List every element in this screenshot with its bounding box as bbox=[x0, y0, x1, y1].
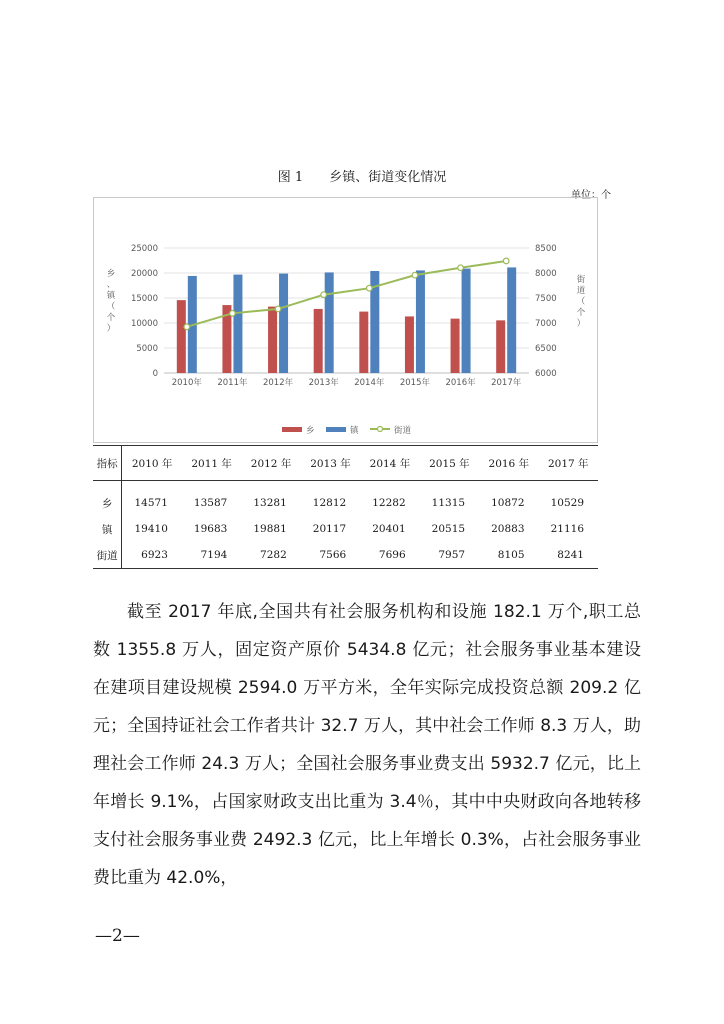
legend-label: 镇 bbox=[350, 426, 359, 436]
point-jiedao bbox=[458, 265, 464, 271]
bar-xiang bbox=[451, 319, 460, 373]
figure-title: 图 1 乡镇、街道变化情况 bbox=[277, 170, 447, 185]
point-jiedao bbox=[230, 311, 236, 317]
y-tick-label-left: 15000 bbox=[130, 294, 158, 304]
table-cell: 20883 bbox=[491, 523, 525, 535]
y-tick-label-left: 20000 bbox=[130, 269, 158, 279]
x-tick-label: 2012年 bbox=[262, 378, 294, 388]
table-cell: 19410 bbox=[134, 523, 168, 535]
y-axis-label-left: 乡 bbox=[106, 269, 116, 279]
table-cell: 20117 bbox=[312, 523, 347, 535]
y-tick-label-right: 7500 bbox=[535, 294, 557, 304]
bar-zhen bbox=[233, 275, 242, 373]
table-header-cell: 2017 年 bbox=[539, 446, 598, 481]
table-cell: 20401 bbox=[372, 523, 406, 535]
table-header-cell: 2016 年 bbox=[479, 446, 538, 481]
table-header-cell: 2013 年 bbox=[301, 446, 360, 481]
y-tick-label-right: 7000 bbox=[535, 319, 557, 329]
table-header-cell: 2015 年 bbox=[420, 446, 479, 481]
table-cell: 21116 bbox=[550, 523, 584, 535]
paragraph: 截至 2017 年底,全国共有社会服务机构和设施 182.1 万个,职工总数 1355.8 万人，固定资产原价 5434.8 亿元；社会服务事业基本建设在建项目建设规模 2594.0 万平方米，全年实际完成投资总额 209.2 亿元；全国持证社会工作者共计 32.7 万人，其中社会工作师 8.3 万人，助理社会工作师 24.3 万人；全国社会服务事业费支出 5932.7 亿元，比上年增长 9.1%，占国家财政支出比重为 3.4％，其中中央财政向各地转移支付社会服务事业费 2492.3 亿元，比上年增长 0.3%，占社会服务事业费比重为 42.0%， bbox=[93, 602, 641, 888]
table-cell: 11315 bbox=[431, 497, 466, 509]
x-tick-label: 2013年 bbox=[308, 378, 339, 388]
table-row bbox=[93, 481, 598, 517]
table-header-row bbox=[93, 446, 598, 481]
bar-zhen bbox=[416, 270, 425, 373]
table-cell: 12282 bbox=[372, 497, 406, 509]
table-cell: 19683 bbox=[193, 523, 228, 535]
table-header-cell: 2012 年 bbox=[241, 446, 300, 481]
unit-label: 单位：个 bbox=[571, 190, 611, 201]
y-axis-label-right: 街 bbox=[576, 275, 586, 285]
y-axis-label-right: 个 bbox=[576, 308, 586, 318]
y-axis-label-right: （ bbox=[576, 297, 586, 307]
x-tick-label: 2011年 bbox=[217, 378, 248, 388]
bar-xiang bbox=[268, 307, 277, 373]
page-number: —2— bbox=[95, 926, 140, 946]
point-jiedao bbox=[275, 306, 281, 312]
y-tick-label-right: 8000 bbox=[535, 269, 557, 279]
legend-swatch bbox=[282, 427, 302, 432]
table-row bbox=[93, 542, 598, 569]
x-tick-label: 2014年 bbox=[354, 378, 385, 388]
y-tick-label-left: 0 bbox=[152, 369, 158, 379]
table-cell: 7957 bbox=[420, 542, 479, 569]
y-axis-label-left: 个 bbox=[106, 313, 116, 323]
point-jiedao bbox=[184, 324, 190, 330]
table-cell: 19881 bbox=[253, 523, 287, 535]
table-cell: 10529 bbox=[550, 497, 584, 509]
y-axis-label-left: ） bbox=[106, 324, 116, 334]
table-cell: 20515 bbox=[431, 523, 466, 535]
table-cell: 8241 bbox=[539, 542, 598, 569]
chart-frame bbox=[93, 197, 598, 443]
y-axis-label-left: 镇 bbox=[106, 291, 116, 301]
legend-marker bbox=[378, 427, 383, 432]
bar-zhen bbox=[325, 272, 334, 373]
y-tick-label-right: 6500 bbox=[535, 344, 557, 354]
bar-xiang bbox=[359, 312, 368, 373]
combo-chart bbox=[94, 198, 599, 444]
bar-xiang bbox=[496, 320, 505, 373]
table-header-cell: 2010 年 bbox=[122, 446, 182, 481]
y-tick-label-right: 6000 bbox=[535, 369, 557, 379]
table-header-cell: 2014 年 bbox=[360, 446, 419, 481]
table-header-cell: 指标 bbox=[93, 446, 122, 481]
point-jiedao bbox=[367, 285, 373, 291]
y-tick-label-left: 25000 bbox=[130, 244, 158, 254]
table-cell: 12812 bbox=[312, 497, 347, 509]
point-jiedao bbox=[503, 258, 509, 264]
table-cell: 14571 bbox=[134, 497, 168, 509]
body-text bbox=[93, 593, 641, 897]
data-table bbox=[93, 445, 598, 569]
y-axis-label-left: 、 bbox=[106, 280, 116, 290]
bar-xiang bbox=[405, 316, 414, 373]
x-tick-label: 2010年 bbox=[171, 378, 202, 388]
table-cell: 7566 bbox=[301, 542, 360, 569]
table-cell: 13281 bbox=[253, 497, 287, 509]
y-tick-label-left: 5000 bbox=[136, 344, 158, 354]
y-axis-label-right: 道 bbox=[576, 286, 586, 296]
table-cell: 10872 bbox=[491, 497, 525, 509]
table-cell: 6923 bbox=[122, 542, 182, 569]
row-label: 街道 bbox=[93, 542, 122, 569]
table-cell: 7282 bbox=[241, 542, 300, 569]
point-jiedao bbox=[321, 292, 327, 298]
bar-xiang bbox=[177, 300, 186, 373]
table-row bbox=[93, 516, 598, 542]
x-tick-label: 2015年 bbox=[399, 378, 431, 388]
point-jiedao bbox=[412, 272, 418, 278]
legend-swatch bbox=[326, 427, 346, 432]
row-label: 镇 bbox=[93, 516, 122, 542]
table-cell: 13587 bbox=[193, 497, 228, 509]
legend-label: 街道 bbox=[394, 426, 412, 436]
y-axis-label-right: ） bbox=[576, 319, 586, 329]
x-tick-label: 2016年 bbox=[445, 378, 476, 388]
bar-zhen bbox=[462, 269, 471, 373]
y-tick-label-left: 10000 bbox=[130, 319, 158, 329]
x-tick-label: 2017年 bbox=[491, 378, 522, 388]
bar-xiang bbox=[314, 309, 323, 373]
y-tick-label-right: 8500 bbox=[535, 244, 557, 254]
table-cell: 8105 bbox=[479, 542, 538, 569]
table-cell: 7194 bbox=[182, 542, 241, 569]
row-label: 乡 bbox=[93, 481, 122, 517]
bar-zhen bbox=[507, 267, 516, 373]
table-header-cell: 2011 年 bbox=[182, 446, 241, 481]
bar-zhen bbox=[279, 274, 288, 373]
y-axis-label-left: （ bbox=[106, 302, 116, 312]
legend-label: 乡 bbox=[306, 426, 315, 436]
table-cell: 7696 bbox=[360, 542, 419, 569]
